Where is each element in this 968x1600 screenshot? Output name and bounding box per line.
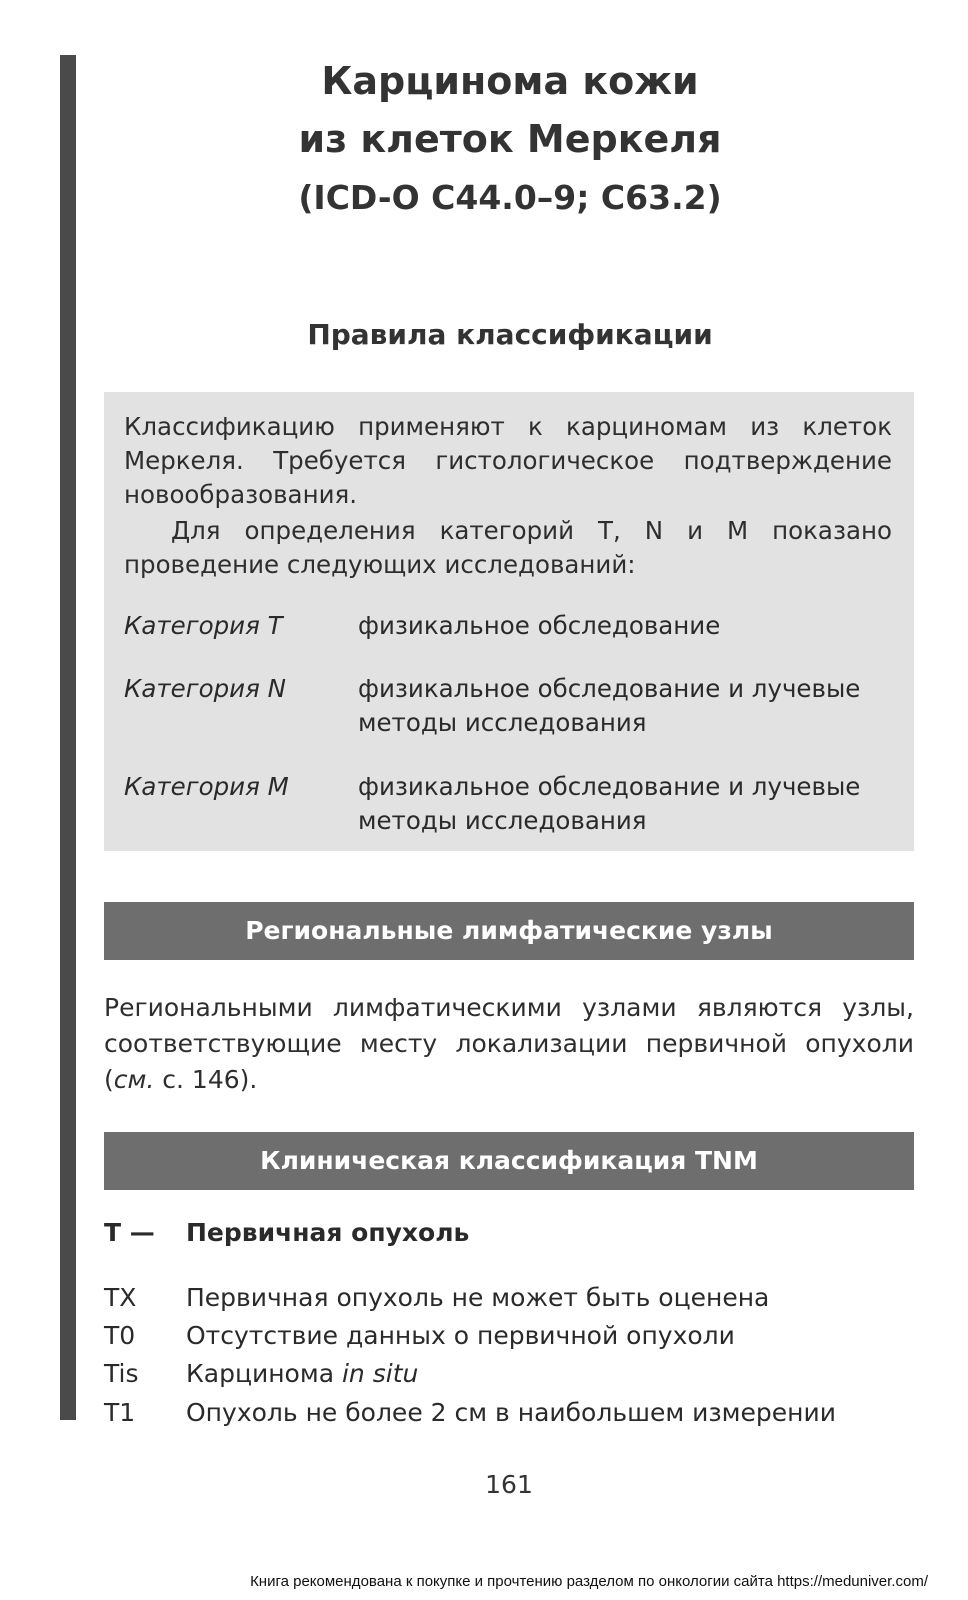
tnm-code: T0 (104, 1321, 136, 1350)
tnm-description (186, 1356, 418, 1392)
regional-text-after: с. 146). (154, 1065, 258, 1094)
side-bar (60, 55, 76, 1420)
t-category-code: T — (104, 1218, 155, 1247)
tnm-code: T1 (104, 1398, 136, 1427)
page-title (105, 52, 915, 228)
regional-nodes-heading: Региональные лимфатические узлы (104, 902, 914, 960)
regional-text-see: см. (113, 1065, 155, 1094)
regional-nodes-paragraph (104, 990, 914, 1098)
category-value: физикальное обследование (358, 611, 721, 640)
category-label: Категория T (124, 611, 283, 640)
tnm-code: TX (104, 1283, 137, 1312)
category-value: физикальное обследование и лучевые методы исследования (358, 772, 861, 835)
tnm-code: Tis (104, 1359, 139, 1388)
tnm-description: Опухоль не более 2 см в наибольшем измерении (186, 1398, 836, 1427)
tnm-description: Первичная опухоль не может быть оценена (186, 1283, 770, 1312)
title-line-1: Карцинома кожи (321, 59, 699, 103)
rules-heading: Правила классификации (307, 318, 713, 351)
title-line-2: из клеток Меркеля (298, 117, 722, 161)
t-category-title: Первичная опухоль (186, 1218, 470, 1247)
category-value: физикальное обследование и лучевые методы исследования (358, 674, 861, 737)
title-code: (ICD-O C44.0–9; C63.2) (298, 178, 722, 217)
tnm-description: Отсутствие данных о первичной опухоли (186, 1321, 735, 1350)
tnm-description-text: Карцинома (186, 1359, 342, 1388)
rules-paragraph-1: Классификацию применяют к карциномам из клеток Меркеля. Требуется гистологическое подтверждение новообразования. (124, 412, 892, 509)
page-number: 161 (485, 1470, 533, 1499)
category-label: Категория N (124, 674, 286, 703)
regional-text-before: Региональными лимфатическими узлами являются узлы, соответствующие месту локализации первичной опухоли ( (104, 993, 914, 1094)
tnm-description-italic: in situ (341, 1359, 419, 1388)
t-category-heading (104, 1218, 469, 1247)
category-label: Категория M (124, 772, 289, 801)
tnm-heading: Клиническая классификация TNM (104, 1132, 914, 1190)
footer-note: Книга рекомендована к покупке и прочтению разделом по онкологии сайта https://meduniver.com/ (250, 1573, 928, 1590)
rules-box (104, 392, 914, 851)
rules-paragraph-2: Для определения категорий T, N и M показано проведение следующих исследований: (124, 516, 892, 579)
